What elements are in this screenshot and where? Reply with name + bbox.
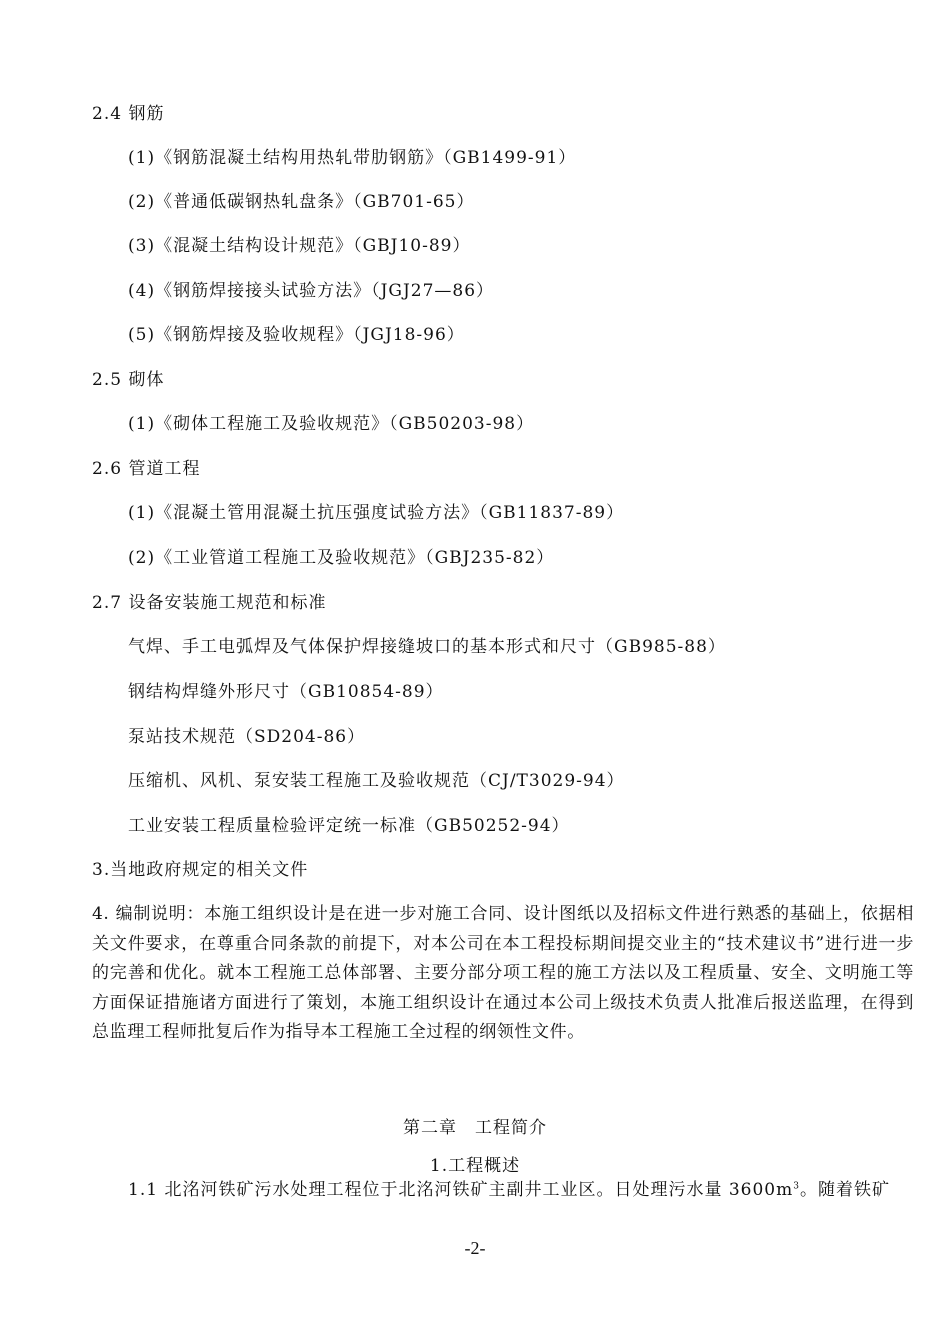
section-subtitle: 1.工程概述 (429, 1156, 521, 1176)
section-2-5-heading: 2.5 砌体 (92, 370, 165, 390)
cubic-superscript: 3 (793, 1181, 800, 1192)
list-item: (3)《混凝土结构设计规范》（GBJ10-89） (128, 236, 471, 256)
list-item: 工业安装工程质量检验评定统一标准（GB50252-94） (128, 816, 570, 836)
list-item: (2)《普通低碳钢热轧盘条》（GB701-65） (128, 192, 475, 212)
page-number: -2- (464, 1238, 486, 1258)
list-item: (2)《工业管道工程施工及验收规范》（GBJ235-82） (128, 548, 555, 568)
list-item: (5)《钢筋焊接及验收规程》（JGJ18-96） (128, 325, 465, 345)
section-3-heading: 3.当地政府规定的相关文件 (92, 860, 309, 880)
list-item: (1)《砌体工程施工及验收规范》（GB50203-98） (128, 414, 535, 434)
list-item: (1)《混凝土管用混凝土抗压强度试验方法》（GB11837-89） (128, 503, 625, 523)
section-2-7-heading: 2.7 设备安装施工规范和标准 (92, 593, 327, 613)
overview-text-start: 1.1 北洺河铁矿污水处理工程位于北洺河铁矿主副井工业区。日处理污水量 3600m (128, 1180, 794, 1200)
chapter-title: 第二章 工程简介 (403, 1118, 547, 1138)
list-item: 压缩机、风机、泵安装工程施工及验收规范（CJ/T3029-94） (128, 771, 625, 791)
list-item: (4)《钢筋焊接接头试验方法》（JGJ27—86） (128, 281, 495, 301)
list-item: (1)《钢筋混凝土结构用热轧带肋钢筋》（GB1499-91） (128, 148, 577, 168)
list-item: 钢结构焊缝外形尺寸（GB10854-89） (128, 682, 444, 702)
list-item: 泵站技术规范（SD204-86） (128, 727, 366, 747)
section-2-6-heading: 2.6 管道工程 (92, 459, 201, 479)
overview-text-end: 。随着铁矿 (799, 1180, 890, 1200)
compilation-notes-paragraph: 4. 编制说明：本施工组织设计是在进一步对施工合同、设计图纸以及招标文件进行熟悉的基础上，依据相关文件要求，在尊重合同条款的前提下，对本公司在本工程投标期间提交业主的“技术建议书”进行进一步的完善和优化。就本工程施工总体部署、主要分部分项工程的施工方法以及工程质量、安全、文明施工等方面保证措施诸方面进行了策划，本施工组织设计在通过本公司上级技术负责人批准后报送监理，在得到总监理工程师批复后作为指导本工程施工全过程的纲领性文件。 (92, 904, 914, 1042)
overview-paragraph (128, 1179, 890, 1201)
list-item: 气焊、手工电弧焊及气体保护焊接缝坡口的基本形式和尺寸（GB985-88） (128, 637, 726, 657)
section-2-4-heading: 2.4 钢筋 (92, 104, 165, 124)
